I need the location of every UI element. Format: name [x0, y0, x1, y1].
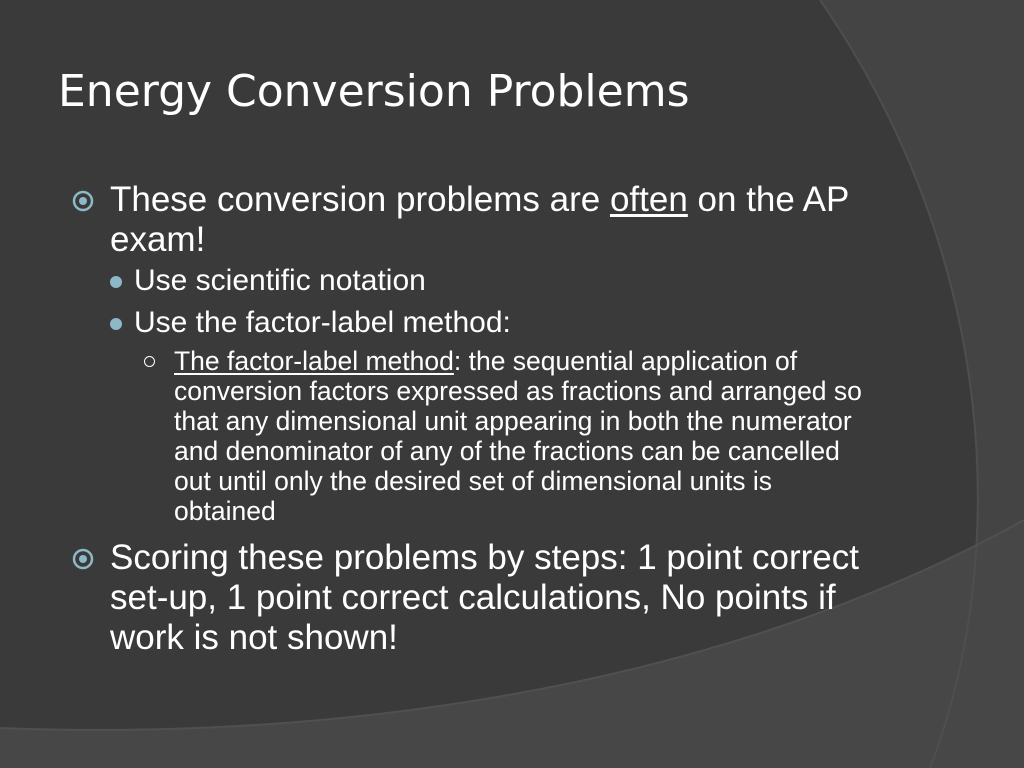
filled-dot-icon [110, 318, 122, 330]
bullet-2-text: Scoring these problems by steps: 1 point correct set-up, 1 point correct calculations, No points if work is not shown! [110, 538, 859, 657]
bullet-1-emphasis: often [609, 180, 688, 219]
term-definition: : the sequential application of conversion factors expressed as fractions and arranged so that any dimensional unit appearing in both the numerator and denominator of any of the fractions can be cancelled out until only the desired set of dimensional units is obtained [174, 346, 862, 526]
bullet-1-text-before: These conversion problems are [110, 180, 610, 219]
hollow-circle-icon [144, 356, 155, 367]
sub-bullet-2-text: Use the factor-label method: [134, 306, 511, 339]
sub-bullet-1-text: Use scientific notation [134, 264, 426, 297]
slide-body [72, 180, 892, 658]
sub-bullet-1 [110, 260, 930, 302]
sub-bullet-2 [110, 302, 930, 344]
target-circle-icon [72, 190, 94, 212]
bullet-item-1 [72, 180, 892, 260]
bullet-1-text-after: on the AP exam! [110, 180, 849, 259]
slide-title: Energy Conversion Problems [58, 66, 690, 117]
bullet-item-2 [72, 538, 892, 658]
filled-dot-icon [110, 276, 122, 288]
target-circle-icon [72, 548, 94, 570]
sub-sub-bullet-1 [142, 346, 874, 526]
term-label: The factor-label method [174, 346, 454, 376]
